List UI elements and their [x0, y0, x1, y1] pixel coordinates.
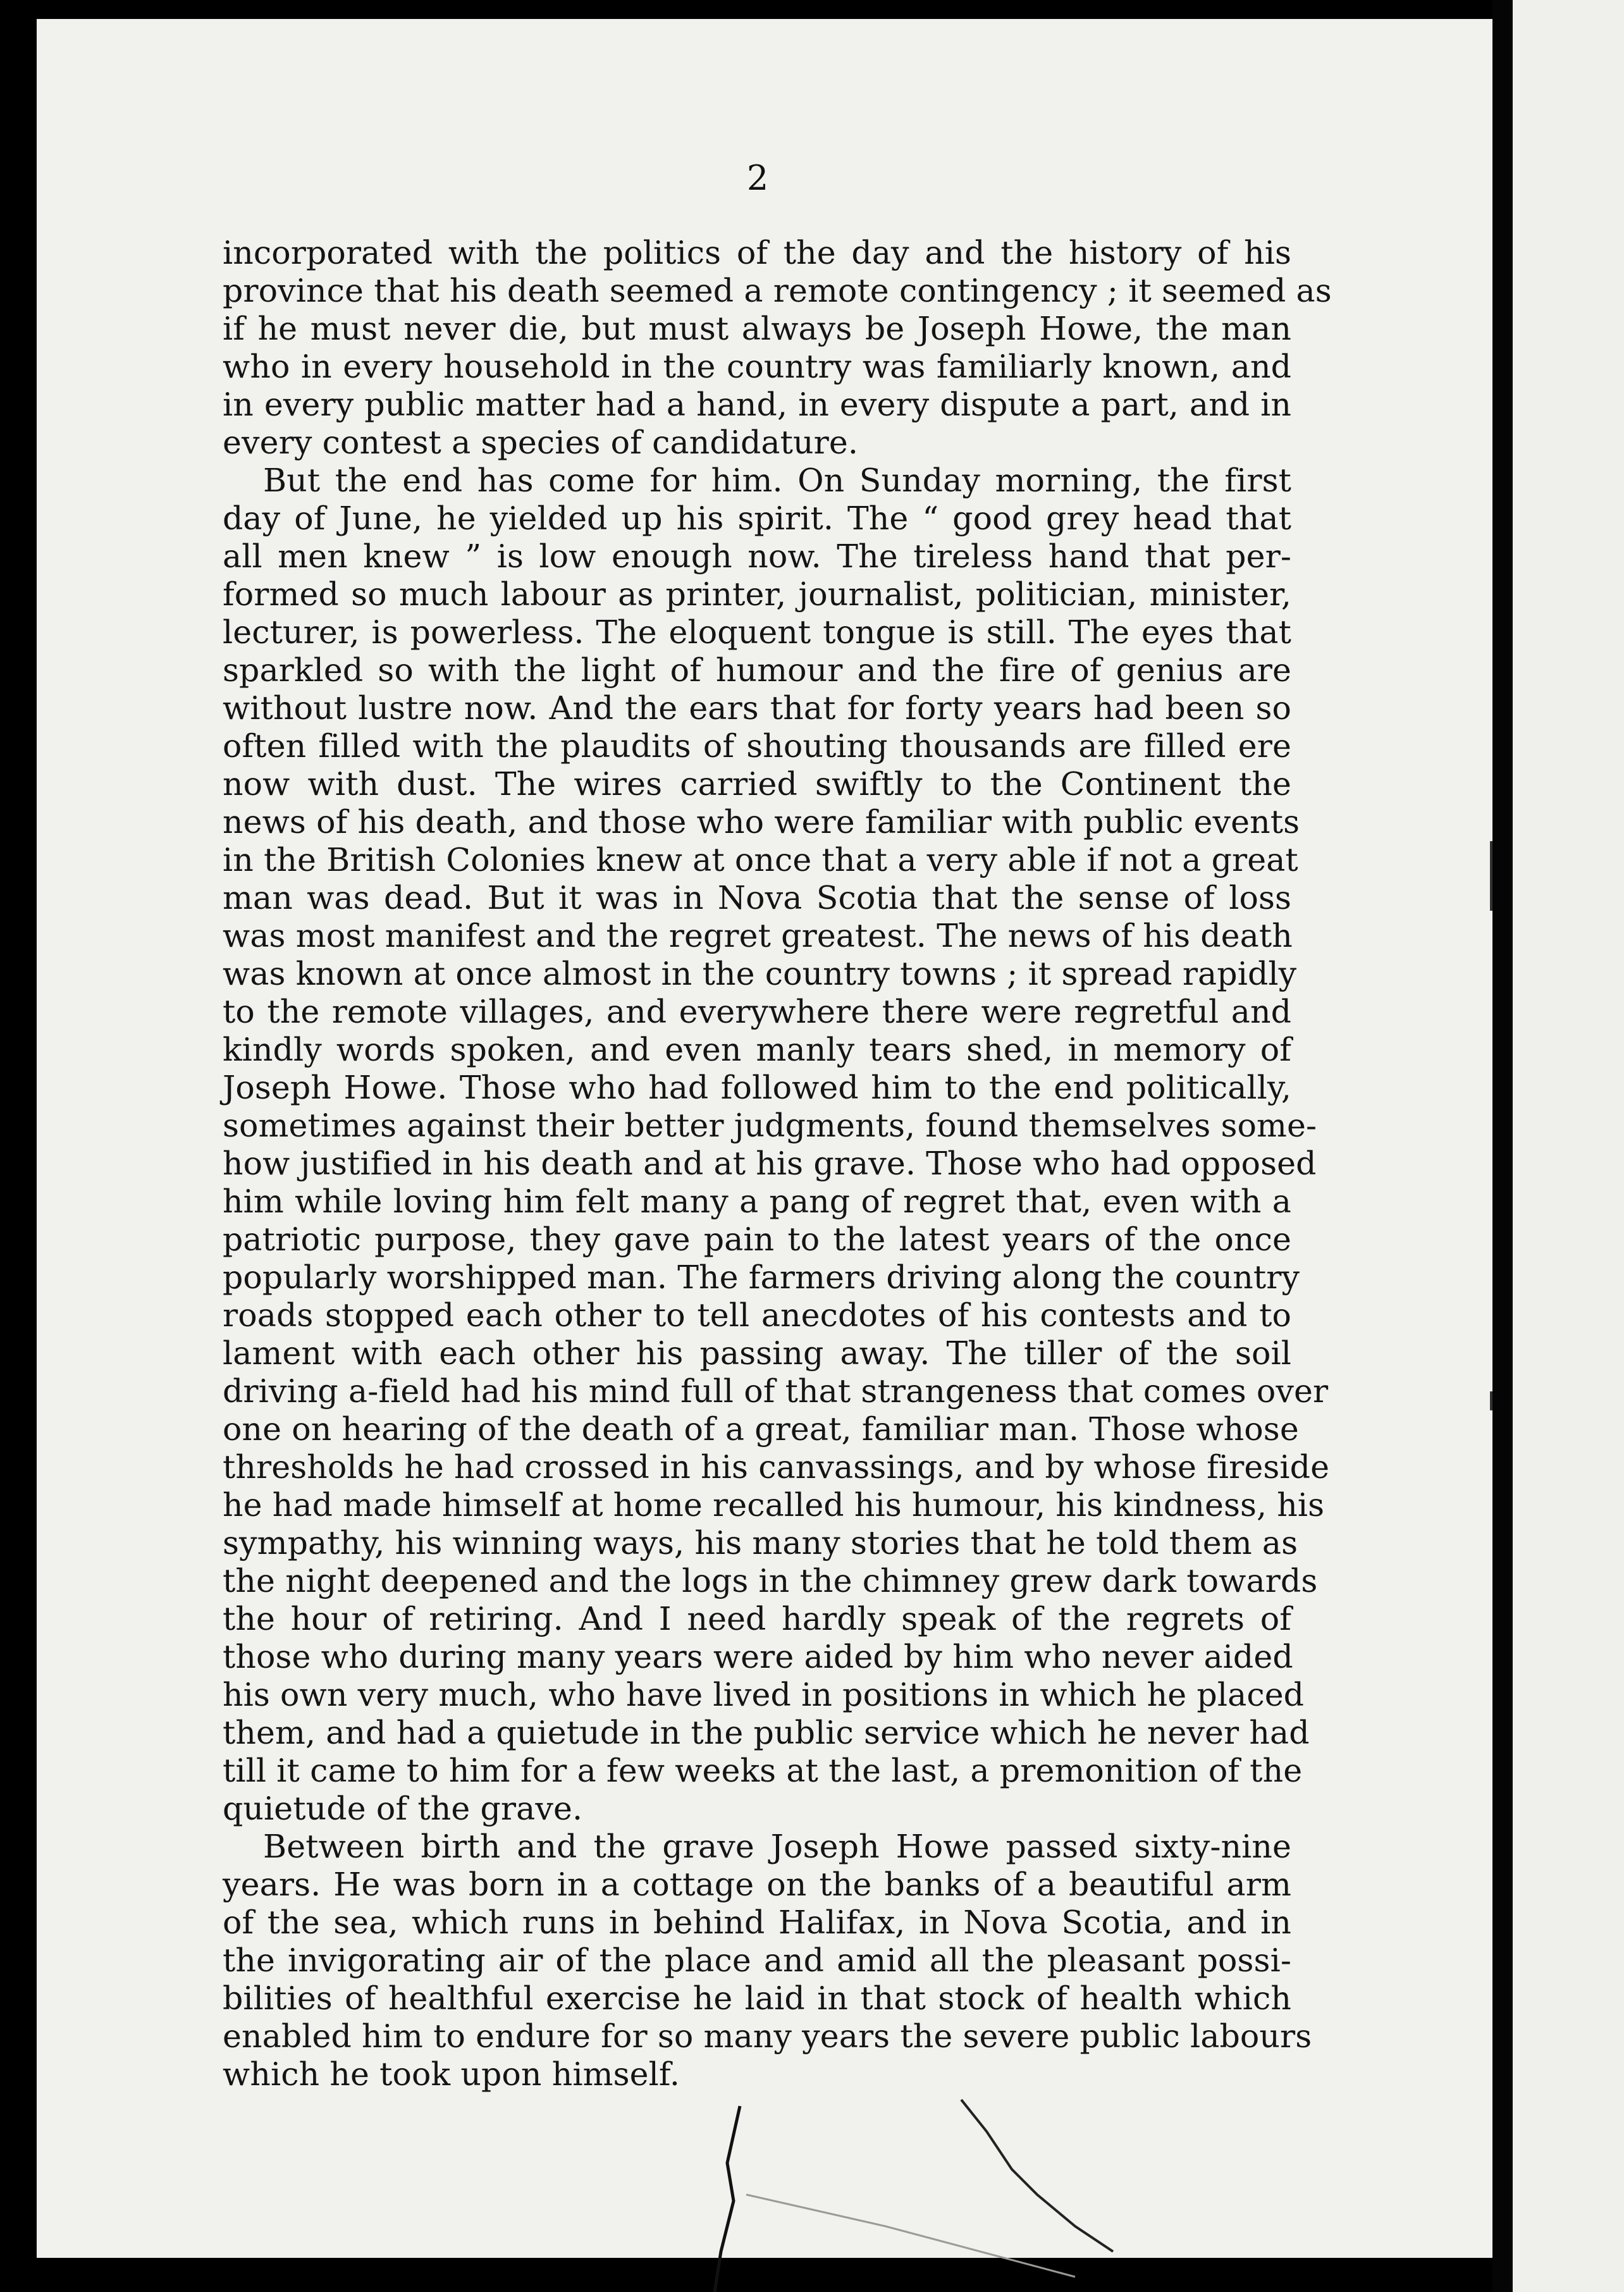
text-line: sometimes against their better judgments, found themselves some-: [223, 1107, 1317, 1144]
text-line: without lustre now. And the ears that for forty years had been so: [223, 689, 1291, 727]
margin-rule: [1490, 1391, 1492, 1410]
text-line: how justified in his death and at his grave. Those who had opposed: [223, 1145, 1317, 1182]
text-line: kindly words spoken, and even manly tears shed, in memory of: [223, 1031, 1291, 1068]
text-line: often filled with the plaudits of shouting thousands are filled ere: [223, 727, 1291, 765]
text-line: sparkled so with the light of humour and the fire of genius are: [223, 651, 1291, 689]
text-line: was most manifest and the regret greatest. The news of his death: [223, 917, 1293, 954]
text-line: enabled him to endure for so many years the severe public labours: [223, 2018, 1312, 2055]
facing-page-edge: [1513, 0, 1624, 2292]
text-line: patriotic purpose, they gave pain to the latest years of the once: [223, 1221, 1291, 1258]
text-line: them, and had a quietude in the public service which he never had: [223, 1714, 1310, 1751]
text-line: quietude of the grave.: [223, 1790, 583, 1827]
text-line: if he must never die, but must always be Joseph Howe, the man: [223, 310, 1291, 347]
text-line: in every public matter had a hand, in every dispute a part, and in: [223, 386, 1291, 423]
page-gutter: [1492, 0, 1514, 2292]
text-line: till it came to him for a few weeks at the last, a premonition of the: [223, 1752, 1303, 1789]
text-line: all men knew ” is low enough now. The tireless hand that per-: [223, 538, 1291, 575]
text-line: lecturer, is powerless. The eloquent tongue is still. The eyes that: [223, 613, 1291, 651]
page-number: 2: [746, 158, 769, 198]
text-line: of the sea, which runs in behind Halifax, in Nova Scotia, and in: [223, 1904, 1291, 1941]
text-line: was known at once almost in the country towns ; it spread rapidly: [223, 955, 1297, 992]
text-line: lament with each other his passing away. The tiller of the soil: [223, 1334, 1291, 1372]
text-line: him while loving him felt many a pang of regret that, even with a: [223, 1183, 1291, 1220]
text-line: driving a-field had his mind full of that strangeness that comes over: [223, 1372, 1329, 1410]
text-line: But the end has come for him. On Sunday morning, the first: [263, 462, 1291, 499]
text-line: sympathy, his winning ways, his many stories that he told them as: [223, 1524, 1298, 1562]
text-line: province that his death seemed a remote contingency ; it seemed as: [223, 272, 1332, 309]
text-line: now with dust. The wires carried swiftly to the Continent the: [223, 765, 1291, 803]
text-line: roads stopped each other to tell anecdotes of his contests and to: [223, 1297, 1291, 1334]
text-line: the hour of retiring. And I need hardly speak of the regrets of: [223, 1600, 1291, 1637]
text-line: incorporated with the politics of the day and the history of his: [223, 234, 1291, 271]
text-line: in the British Colonies knew at once that a very able if not a great: [223, 841, 1298, 878]
text-line: thresholds he had crossed in his canvassings, and by whose fireside: [223, 1448, 1330, 1486]
text-line: the invigorating air of the place and amid all the pleasant possi-: [223, 1942, 1291, 1979]
text-line: news of his death, and those who were familiar with public events: [223, 803, 1300, 841]
text-line: Joseph Howe. Those who had followed him to the end politically,: [223, 1069, 1291, 1106]
text-line: day of June, he yielded up his spirit. The “ good grey head that: [223, 500, 1291, 537]
text-line: who in every household in the country was familiarly known, and: [223, 348, 1291, 385]
text-line: Between birth and the grave Joseph Howe passed sixty-nine: [263, 1828, 1291, 1865]
text-line: every contest a species of candidature.: [223, 424, 859, 461]
text-line: formed so much labour as printer, journalist, politician, minister,: [223, 576, 1291, 613]
text-line: bilities of healthful exercise he laid in that stock of health which: [223, 1980, 1291, 2017]
text-line: popularly worshipped man. The farmers driving along the country: [223, 1259, 1300, 1296]
text-line: he had made himself at home recalled his humour, his kindness, his: [223, 1486, 1325, 1524]
text-line: years. He was born in a cottage on the banks of a beautiful arm: [223, 1866, 1291, 1903]
text-line: man was dead. But it was in Nova Scotia that the sense of loss: [223, 879, 1291, 916]
text-line: the night deepened and the logs in the chimney grew dark towards: [223, 1562, 1318, 1599]
text-line: one on hearing of the death of a great, familiar man. Those whose: [223, 1410, 1299, 1448]
text-line: to the remote villages, and everywhere there were regretful and: [223, 993, 1291, 1030]
body-text: [223, 234, 1332, 2093]
text-line: which he took upon himself.: [223, 2055, 680, 2093]
text-line: those who during many years were aided by him who never aided: [223, 1638, 1293, 1675]
text-line: his own very much, who have lived in positions in which he placed: [223, 1676, 1305, 1713]
margin-rule: [1490, 841, 1492, 911]
